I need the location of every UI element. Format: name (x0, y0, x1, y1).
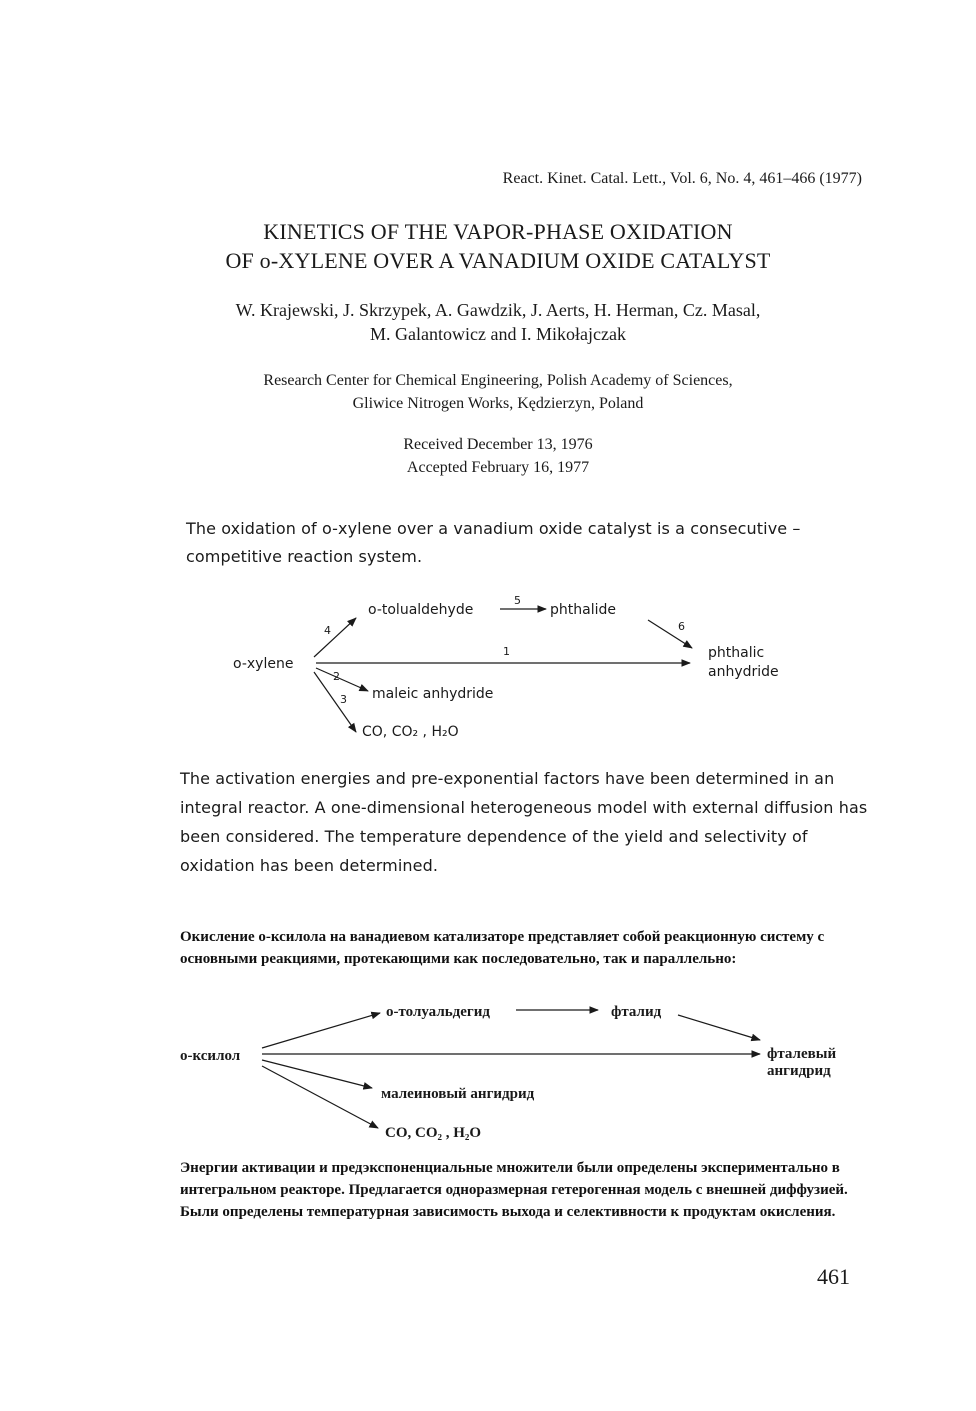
affiliation-line-1: Research Center for Chemical Engineering, Polish Academy of Sciences, (263, 372, 733, 389)
scheme-en-label-4: 4 (324, 624, 331, 637)
scheme-ru-arrow-to-side-product (262, 1060, 372, 1088)
scheme-en-label-6: 6 (678, 620, 685, 633)
scheme-en-product-line1: phthalic (708, 645, 765, 661)
scheme-en-arrow-2 (316, 668, 368, 691)
authors-line-2: M. Galantowicz and I. Mikołajczak (370, 324, 626, 344)
scheme-en-product-line2: anhydride (708, 664, 779, 680)
scheme-en-reactant: o-xylene (233, 656, 294, 672)
scheme-ru-combustion: CO, CO₂ , H₂O (385, 1125, 482, 1141)
scheme-ru-side-product: малеиновый ангидрид (381, 1086, 535, 1102)
scheme-ru-arrow-to-intermediate (262, 1013, 380, 1048)
reaction-scheme-ru (180, 1004, 836, 1141)
scheme-en-intermediate2: phthalide (550, 602, 616, 618)
scheme-ru-product-line1: фталевый (767, 1046, 837, 1062)
abstract-ru-intro: Окисление о-ксилола на ванадиевом катализаторе представляет собой реакционную систему с основными реакциями, протекающими как последовательно, так и параллельно: (180, 929, 825, 967)
affiliation-line-2: Gliwice Nitrogen Works, Kędzierzyn, Poland (352, 395, 644, 412)
authors-line-1: W. Krajewski, J. Skrzypek, A. Gawdzik, J. Aerts, H. Herman, Cz. Masal, (235, 300, 761, 320)
scheme-en-arrow-6 (648, 620, 692, 648)
received-date: Received December 13, 1976 (403, 436, 593, 453)
accepted-date: Accepted February 16, 1977 (406, 459, 590, 476)
abstract-en-intro: The oxidation of o-xylene over a vanadium oxide catalyst is a consecutive – competitive reaction system. (186, 519, 801, 566)
scheme-en-label-1: 1 (503, 645, 510, 658)
scheme-en-label-2: 2 (333, 670, 340, 683)
page-number: 461 (817, 1264, 850, 1289)
abstract-ru-body: Энергии активации и предэкспоненциальные множители были определены экспериментально в интегральном реакторе. Предлагается одноразмерная гетерогенная модель с внешней диффузией. Были определены температурная зависимость выхода и селективности к продуктам окисления. (180, 1160, 848, 1220)
scheme-ru-intermediate: о-толуальдегид (386, 1004, 490, 1020)
scheme-en-side-product: maleic anhydride (372, 686, 494, 702)
journal-citation: React. Kinet. Catal. Lett., Vol. 6, No. 4, 461–466 (1977) (502, 170, 862, 187)
scheme-ru-reactant: о-ксилол (180, 1048, 241, 1064)
scheme-en-arrow-4 (314, 618, 356, 657)
title-line-2: OF o-XYLENE OVER A VANADIUM OXIDE CATALYST (225, 248, 771, 273)
scheme-ru-intermediate2: фталид (611, 1004, 662, 1020)
scheme-ru-product-line2: ангидрид (767, 1063, 831, 1079)
scheme-en-label-3: 3 (340, 693, 347, 706)
abstract-en-body: The activation energies and pre-exponential factors have been determined in an integral reactor. A one-dimensional heterogeneous model with external diffusion has been considered. The temperature dependence of the yield and selectivity of oxidation has been determined. (180, 769, 868, 875)
scheme-en-intermediate: o-tolualdehyde (368, 602, 474, 618)
title-line-1: KINETICS OF THE VAPOR-PHASE OXIDATION (263, 219, 733, 244)
scheme-en-label-5: 5 (514, 594, 521, 607)
scheme-ru-arrow-to-product (678, 1015, 760, 1040)
scheme-en-combustion: CO, CO₂ , H₂O (362, 724, 459, 740)
